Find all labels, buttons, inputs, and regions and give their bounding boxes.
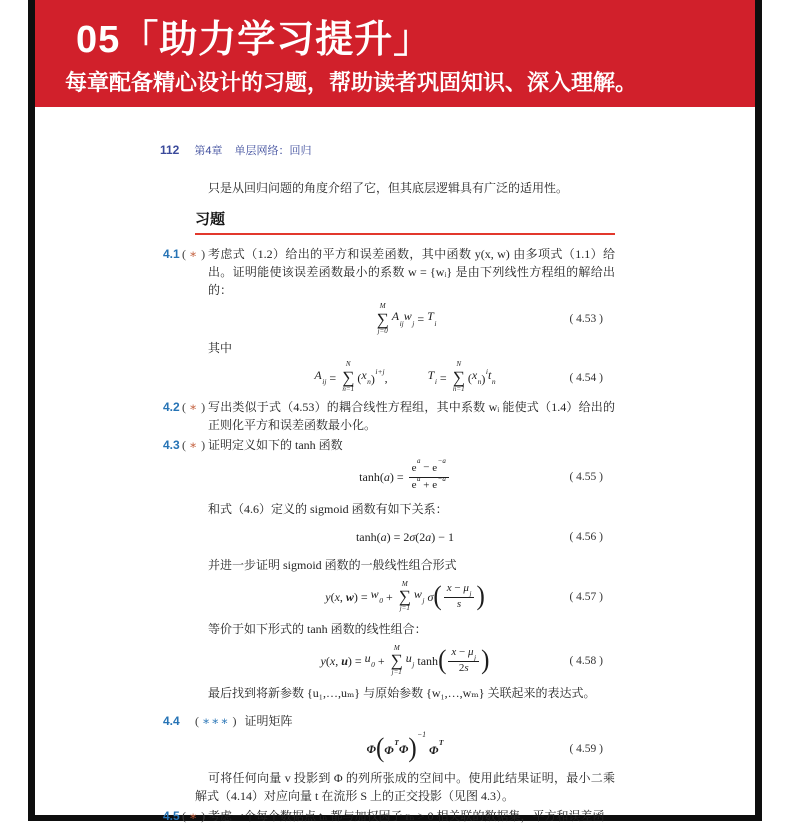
exercise-text: 考虑式（1.2）给出的平方和误差函数，其中函数 y(x, w) 由多项式（1.1）给出。证明能使该误差函数最小的系数 w = {wᵢ} 是由下列线性方程组的解给出的： [208,247,615,297]
banner-subtitle: 每章配备精心设计的习题，帮助读者巩固知识、深入理解。 [65,70,638,95]
exercise-4-3 [163,436,615,454]
promo-banner [35,0,755,107]
star-paren-close: ) [198,808,206,823]
exercise-4-3-paragraph-4: 等价于如下形式的 tanh 函数的线性组合： [208,621,427,636]
exercise-4-5 [163,807,615,825]
star-paren-close: ) [229,713,237,728]
exercise-4-1-follow: 其中 [208,341,233,356]
exercise-4-1 [163,245,615,299]
section-title-rule [195,233,615,235]
equation-4-55-number: ( 4.55 ) [569,470,603,483]
difficulty-stars [182,807,205,825]
equation-4-57-math: y ( x , w ) = $w_0$ + M ∑ j=1 $w_j$ σ ( $x - \mu_j$ s ) [325,579,485,613]
equation-4-53-math: M ∑ j=0 $A_{ij}$ $w_j$ = $T_i$ [376,302,437,335]
exercise-4-3-paragraph-3: 并进一步证明 sigmoid 函数的一般线性组合形式 [208,557,457,572]
star-paren-open: ( [182,247,189,261]
exercise-4-2 [163,398,615,434]
difficulty-stars [182,436,205,454]
exercise-text: 证明定义如下的 tanh 函数 [208,437,343,452]
equation-4-54 [195,361,615,393]
star-paren-open: ( [182,399,189,414]
exercise-text: 证明矩阵 [244,713,293,728]
equation-4-59-number: ( 4.59 ) [569,742,603,755]
star-glyphs: ∗∗∗ [202,713,230,728]
right-frame-rule [755,0,762,821]
star-paren-close: ) [198,247,206,261]
equation-4-57 [195,578,615,616]
exercise-text: 写出类似于式（4.53）的耦合线性方程组，其中系数 wᵢ 能使式（1.4）给出的正则化平方和误差函数最小化。 [208,399,615,432]
page-number: 112 [160,143,180,157]
exercise-4-3-paragraph-2: 和式（4.6）定义的 sigmoid 函数有如下关系： [208,501,448,516]
chapter-title: 单层网络：回归 [234,145,312,157]
exercise-number: 4.2 [163,399,180,414]
equation-4-53-number: ( 4.53 ) [569,313,603,326]
page-content [163,179,615,825]
equation-4-59 [195,729,615,764]
equation-4-55 [195,458,615,496]
exercise-number: 4.1 [163,247,180,261]
star-paren-open: ( [182,437,189,452]
exercise-text: 考虑一个每个数据点 tₙ 都与加权因子 rₙ > 0 相关联的数据集，平方和误差函 [208,808,605,823]
equation-4-56-number: ( 4.56 ) [569,530,603,543]
banner-title: 05「助力学习提升」 [76,19,433,61]
equation-4-58-math: y ( x , u ) = $u_0$ + M ∑ j=1 $u_j$ tanh ( $x - \mu_j$ 2s ) [320,643,490,677]
section-title: 习题 [195,211,226,228]
exercise-number: 4.3 [163,437,180,452]
star-glyphs: ∗ [189,247,199,261]
equation-4-54-math: $A_{ij}$ = N ∑ n=1 ( $x_n$ )$^{i+j}$ , $T_i$ = N ∑ n=1 ( $x_n$ )$^i$ $t_n$ [314,360,496,394]
equation-4-56-math: tanh( a ) = 2 σ (2 a ) − 1 [355,529,455,544]
exercise-number: 4.5 [163,808,180,823]
equation-4-54-number: ( 4.54 ) [569,371,603,384]
equation-4-57-number: ( 4.57 ) [569,590,603,603]
star-paren-close: ) [198,437,206,452]
exercise-4-4 [163,712,615,730]
book-page [35,107,755,823]
equation-4-53 [195,303,615,335]
chapter-label: 第4章 [194,145,223,157]
star-glyphs: ∗ [189,399,199,414]
star-glyphs: ∗ [189,808,199,823]
exercise-4-3-paragraph-5: 最后找到将新参数 {u₁,…,uₘ} 与原始参数 {w₁,…,wₘ} 关联起来的表达式。 [208,685,596,700]
equation-4-58-number: ( 4.58 ) [569,654,603,667]
difficulty-stars [195,714,236,728]
equation-4-59-math: Φ ( $\Phi^T$ Φ )$^{-1}$ $\Phi^T$ [366,729,444,764]
difficulty-stars [182,398,205,416]
star-glyphs: ∗ [189,437,199,452]
equation-4-58 [195,642,615,680]
exercise-4-4-paragraph-2: 可将任何向量 v 投影到 Φ 的列所张成的空间中。使用此结果证明，最小二乘解式（4.14）对应向量 t 在流形 S 上的正交投影（见图 4.3）。 [195,770,615,803]
equation-4-56 [195,522,615,552]
intro-paragraph: 只是从回归问题的角度介绍了它，但其底层逻辑具有广泛的适用性。 [208,181,569,195]
exercises-section-header [195,211,615,235]
running-head [160,143,755,159]
exercise-number: 4.4 [163,713,180,728]
equation-4-55-math: tanh( a ) = $\frac{e^a - e^{-a}}{e^a + e^{-a}}$ [359,460,451,493]
left-frame-rule [28,0,35,821]
star-paren-open: ( [195,713,202,728]
star-paren-close: ) [198,399,206,414]
star-paren-open: ( [182,808,189,823]
difficulty-stars [182,245,205,263]
